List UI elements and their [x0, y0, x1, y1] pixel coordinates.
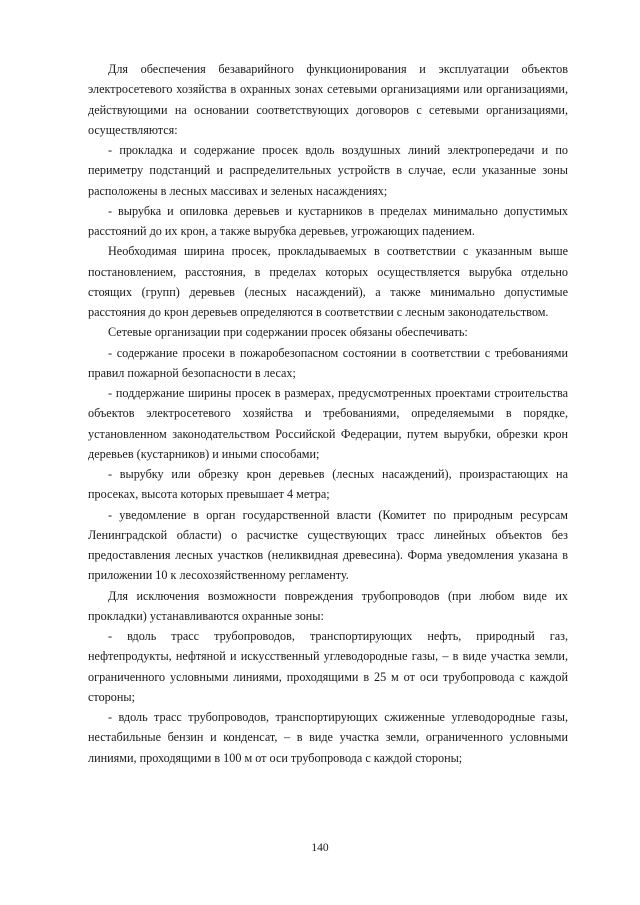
paragraph-12: - вдоль трасс трубопроводов, транспортирующих сжиженные углеводородные газы, нестабильные бензин и конденсат, – в виде участка земли, ограниченного условными линиями, проходящими в 100 м от оси трубопровода с каждой стороны; [88, 710, 568, 765]
paragraph-5: Сетевые организации при содержании просек обязаны обеспечивать: [108, 325, 468, 340]
paragraph-3: - вырубка и опиловка деревьев и кустарников в пределах минимально допустимых расстояний до их крон, а также вырубка деревьев, угрожающих падением. [88, 203, 568, 238]
paragraph-11: - вдоль трасс трубопроводов, транспортирующих нефть, природный газ, нефтепродукты, нефтяной и искусственный углеводородные газы, – в виде участка земли, ограниченного условными линиями, проходящими в 25 м от оси трубопровода с каждой стороны; [88, 629, 568, 704]
paragraph-9: - уведомление в орган государственной власти (Комитет по природным ресурсам Ленинградской области) о расчистке существующих трасс линейных объектов без предоставления лесных участков (неликвидная древесина). Форма уведомления указана в приложении 10 к лесохозяйственному регламенту. [88, 507, 568, 583]
paragraph-2: - прокладка и содержание просек вдоль воздушных линий электропередачи и по периметру подстанций и распределительных устройств в случае, если указанные зоны расположены в лесных массивах и зеленых насаждениях; [88, 143, 568, 198]
paragraph-1: Для обеспечения безаварийного функционирования и эксплуатации объектов электросетевого хозяйства в охранных зонах сетевыми организациями или организациями, действующими на основании соответствующих договоров с сетевыми организациями, осуществляются: [88, 62, 568, 137]
paragraph-8: - вырубку или обрезку крон деревьев (лесных насаждений), произрастающих на просеках, высота которых превышает 4 метра; [88, 467, 568, 502]
paragraph-10: Для исключения возможности повреждения трубопроводов (при любом виде их прокладки) устанавливаются охранные зоны: [88, 588, 568, 623]
paragraph-6: - содержание просеки в пожаробезопасном состоянии в соответствии с требованиями правил пожарной безопасности в лесах; [88, 345, 568, 380]
paragraph-7: - поддержание ширины просек в размерах, предусмотренных проектами строительства объектов электросетевого хозяйства и требованиями, определяемыми в порядке, установленном законодательством Российской Федерации, путем вырубки, обрезки крон деревьев (кустарников) и иными способами; [88, 386, 568, 461]
body-text [88, 59, 568, 768]
paragraph-4: Необходимая ширина просек, прокладываемых в соответствии с указанным выше постановлением, расстояния, в пределах которых осуществляется вырубка отдельно стоящих (групп) деревьев (лесных насаждений), а также минимально допустимые расстояния до крон деревьев определяются в соответствии с лесным законодательством. [88, 244, 568, 319]
page-number: 140 [311, 842, 329, 854]
